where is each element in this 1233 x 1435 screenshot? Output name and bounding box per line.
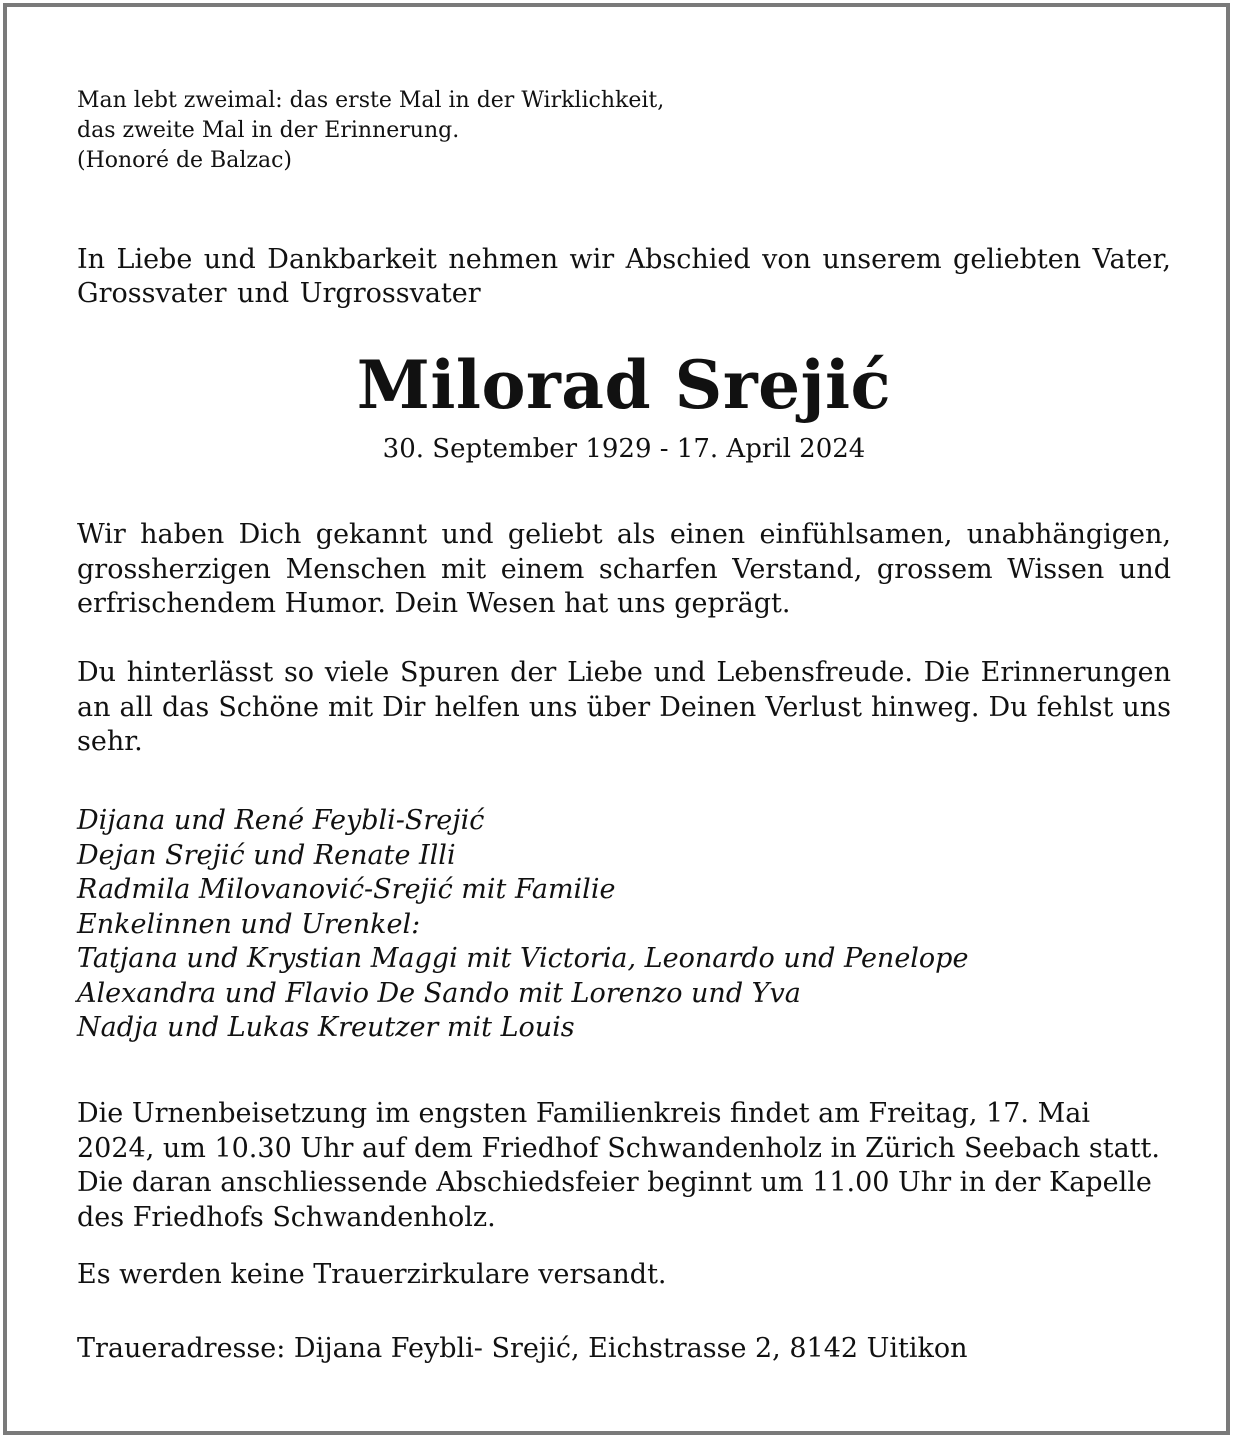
tribute-paragraph: Wir haben Dich gekannt und geliebt als einen einfühlsamen, unabhängigen, grossherzigen Menschen mit einem scharfen Verstand, grossem Wissen und erfrischendem Humor. Dein Wesen hat uns geprägt. <box>77 519 1171 619</box>
no-circulars-notice: Es werden keine Trauerzirkulare versandt. <box>77 1259 667 1290</box>
intro-text: In Liebe und Dankbarkeit nehmen wir Abschied von unserem geliebten Vater, Grossvater und Urgrossvater <box>77 244 1171 309</box>
memories-paragraph: Du hinterlässt so viele Spuren der Liebe und Lebensfreude. Die Erinnerungen an all das Schöne mit Dir helfen uns über Deinen Verlust hinweg. Du fehlst uns sehr. <box>77 657 1171 757</box>
mourning-address: Traueradresse: Dijana Feybli- Srejić, Eichstrasse 2, 8142 Uitikon <box>77 1333 968 1364</box>
deceased-name: Milorad Srejić <box>356 346 892 424</box>
ceremony-paragraph: Die Urnenbeisetzung im engsten Familienkreis findet am Freitag, 17. Mai 2024, um 10.30 Uhr auf dem Friedhof Schwandenholz in Zürich Seebach statt. Die daran anschliessende Abschiedsfeier beginnt um 11.00 Uhr in der Kapelle des Friedhofs Schwandenholz. <box>77 1098 1160 1233</box>
quote-line: das zweite Mal in der Erinnerung. <box>77 118 460 143</box>
mourner-line: Dejan Srejić und Renate Illi <box>77 839 456 871</box>
quote-line: Man lebt zweimal: das erste Mal in der Wirklichkeit, <box>77 88 665 113</box>
epigraph-quote <box>77 86 664 176</box>
mourners-list <box>77 804 968 1046</box>
mourner-line: Alexandra und Flavio De Sando mit Lorenzo und Yva <box>77 977 801 1009</box>
life-dates: 30. September 1929 - 17. April 2024 <box>382 434 866 464</box>
quote-author: (Honoré de Balzac) <box>77 148 292 173</box>
mourner-line: Nadja und Lukas Kreutzer mit Louis <box>77 1012 575 1043</box>
obituary-frame <box>3 3 1230 1435</box>
mourner-line: Radmila Milovanović-Srejić mit Familie <box>77 874 616 905</box>
mourner-line: Tatjana und Krystian Maggi mit Victoria, Leonardo und Penelope <box>77 943 969 974</box>
mourner-line: Dijana und René Feybli-Srejić <box>77 805 485 836</box>
mourner-line: Enkelinnen und Urenkel: <box>77 908 421 940</box>
